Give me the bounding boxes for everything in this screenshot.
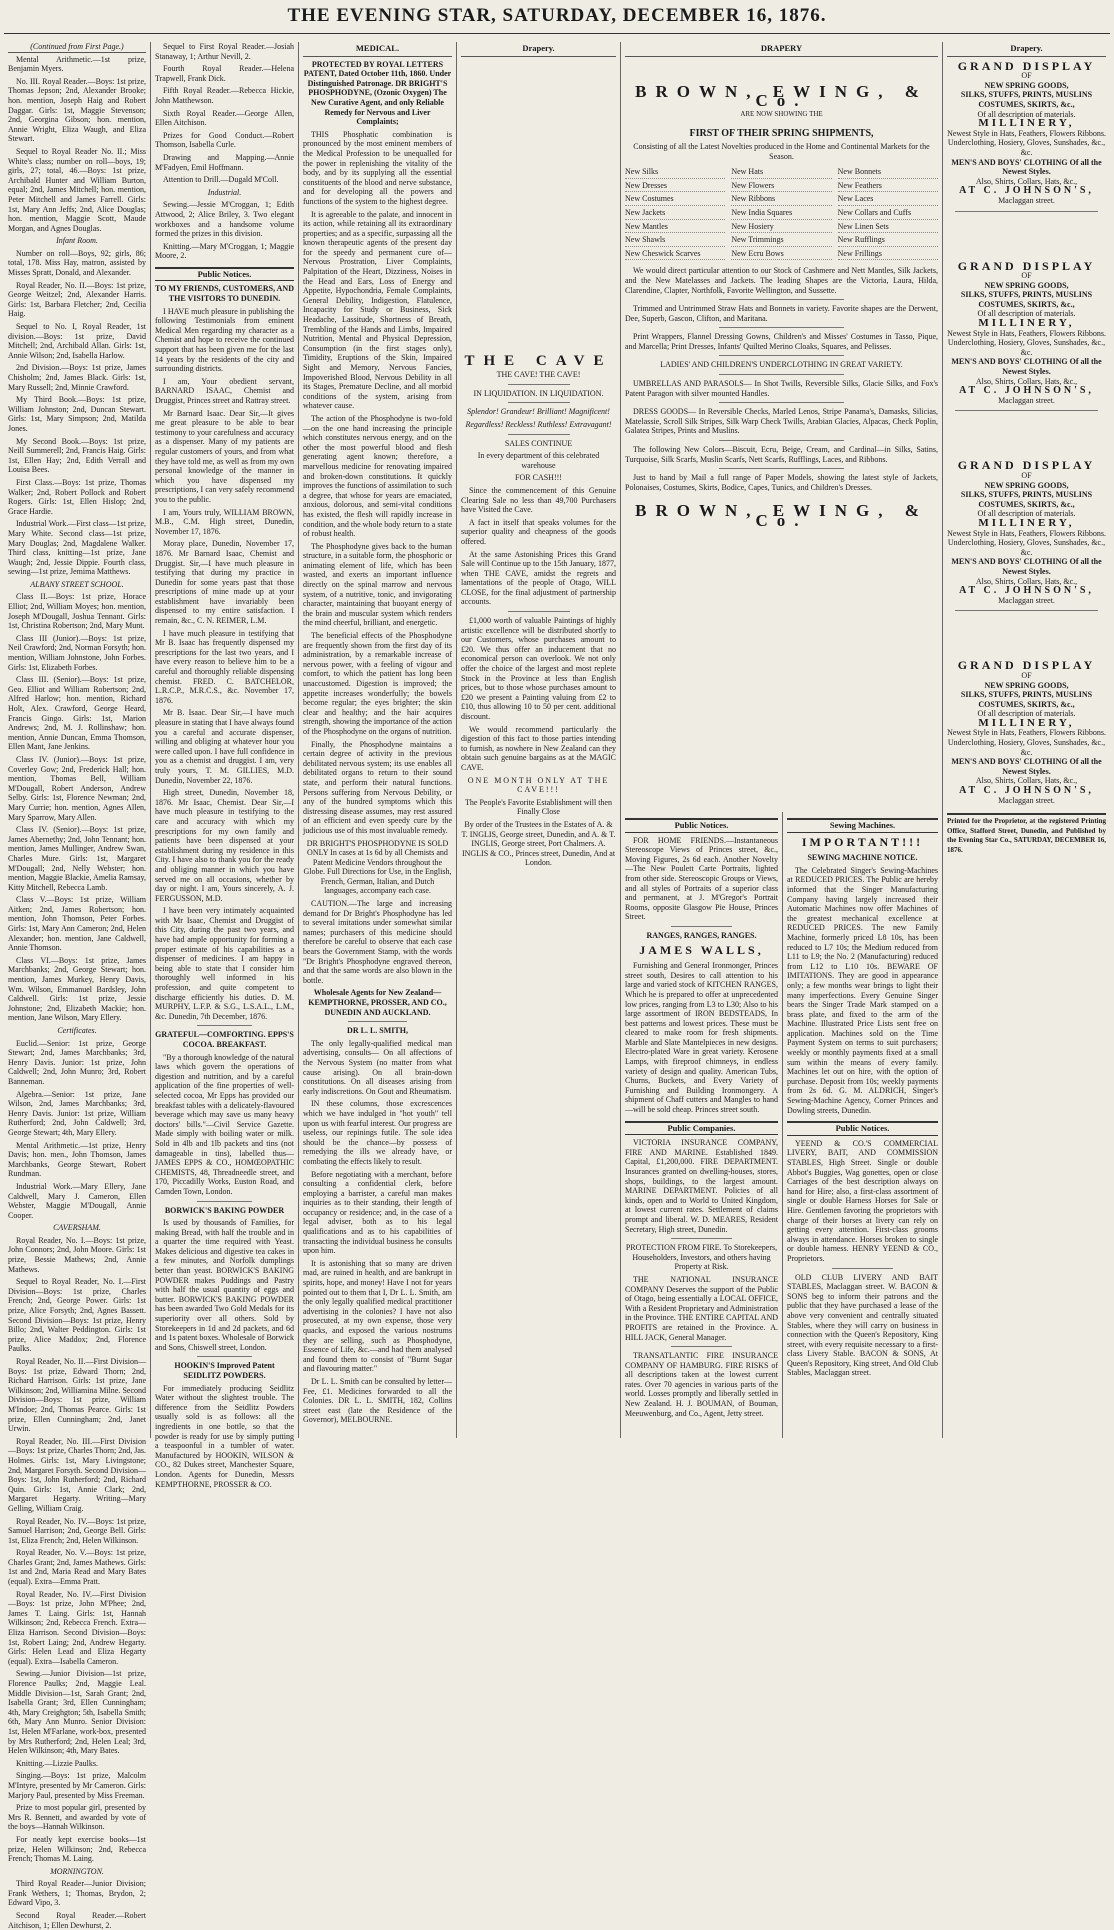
- list-item: New Laces: [838, 194, 938, 206]
- separator: [832, 1268, 892, 1269]
- paragraph: Knitting.—Lizzie Paulks.: [16, 1758, 98, 1768]
- list-item: New Bonnets: [838, 167, 938, 179]
- ad-of: OF: [1021, 471, 1032, 480]
- showing-line: ARE NOW SHOWING THE: [740, 109, 823, 118]
- separator: [508, 434, 570, 435]
- subhead: Industrial.: [207, 187, 242, 197]
- paragraph: DR BRIGHT'S PHOSPHODYNE IS SOLD ONLY In cases at 1s 6d by all Chemists and Patent Medicine Vendors throughout the Globe. Full Directions for Use, in the English, French, German, Italian, and Dutch languages, accompany each case.: [303, 838, 452, 896]
- paragraph: SEWING MACHINE NOTICE.: [807, 853, 918, 863]
- column-notices: [150, 42, 298, 1489]
- list-item: New Ribbons: [731, 194, 831, 206]
- brown-ewing-title: BROWN, EWING, & Co.: [635, 81, 928, 111]
- list-item: New Jackets: [625, 208, 725, 220]
- paragraph: Royal Reader, No. IV.—First Division—Boys: 1st prize, John M'Phee; 2nd, James T. Laing. Girls: 1st, Hannah Wilkinson; 2nd, Rebecca French. Extra—Eliza Harrison. Second Division—Boys: 1st, Robert Laing; 2nd, Andrew Hegarty. Girls: Helen Lead and Eliza Hegarty (equal). Extra—Isabella Cameron.: [8, 1589, 146, 1666]
- printer-imprint: Printed for the Proprietor, at the registered Printing Office, Stafford Street, Dunedin, and Published by the Evening Star Co., SATURDAY, DECEMBER 16, 1876.: [947, 813, 1106, 855]
- paragraph: THE NATIONAL INSURANCE COMPANY Deserves the support of the Public of Otago, being essentially a LOCAL OFFICE, With a Resident Proprietary and Administration in the Province. THE ENTIRE CAPITAL AND PROFITS are retained in the Province. A. HILL JACK, General Manager.: [625, 1274, 778, 1342]
- paragraph: Royal Reader, No. IV.—Boys: 1st prize, Samuel Harrison; 2nd, George Bell. Girls: 1st, Eliza French; 2nd, Helen Wilkinson.: [8, 1516, 146, 1545]
- ad-title: BORWICK'S BAKING POWDER: [164, 1205, 285, 1215]
- paragraph: Print Wrappers, Flannel Dressing Gowns, Children's and Misses' Costumes in Tasso, Pique, and Marcella; Print Dresses, Infants' Quilted Merino Cloaks, Squares, and Pelisses.: [625, 332, 938, 351]
- column-cave: [456, 42, 620, 1438]
- paragraph: Before negotiating with a merchant, before consulting a confidential clerk, before employing a barrister, a careful man makes inquiries as to their standing, their length of occupancy or residence; and, in the case of a legal adviser, both as to his legal qualifications and as to his capabilities of transacting the individual business he consults upon him.: [303, 1169, 452, 1256]
- paragraph: First Class.—Boys: 1st prize, Thomas Walker; 2nd, Robert Pollock and Robert Rogers. Girls: 1st, Ellen Hislop; 2nd, Grace Hardie.: [8, 477, 146, 516]
- paragraph: OLD CLUB LIVERY AND BAIT STABLES, Maclaggan street. W. BACON & SONS beg to inform their patrons and the public that they have purchased a lease of the above very convenient and centrally situated Stables, where they will carry on business in connection with the Queen's Repository, King street, with every requisite necessary to a first-class Livery Stable. BACON & SONS, At Queen's Repository, King street, And Old Club Stables, Maclaggan street.: [787, 1272, 938, 1378]
- paragraph: For immediately producing Seidlitz Water without the slightest trouble. The difference from the Seidlitz Powders usually sold is as follows: all the ingredients in one bottle, so that the powder is ready for use by simply putting a teaspoonful in a tumbler of water. Manufactured by HOOKIN, WILSON & CO., 82 Dukes street, Manchester Square, London. Agents for Dunedin, Messrs KEMPTHORNE, PROSSER & CO.: [155, 1383, 294, 1489]
- paragraph: My Second Book.—Boys: 1st prize, Neill Summerell; 2nd, Francis Haig. Girls: 1st, Ellen Hay; 2nd, Edith Verrall and Louisa Bees.: [8, 436, 146, 475]
- list-item: New Costumes: [625, 194, 725, 206]
- paragraph: Just to hand by Mail a full range of Paper Models, showing the latest style of Jackets, Polonaises, Costumes, Skirts, Bodice, Capes, Tunics, and Children's Dresses.: [625, 473, 938, 492]
- ad-line: Also, Shirts, Collars, Hats, &c.,: [975, 576, 1078, 586]
- paragraph: Class IV. (Senior).—Boys: 1st prize, James Abernethy; 2nd, John Tennant; hon. mention, James Mullinger, Andrew Swan, Charles Mure. Girls: 1st, Margaret M'Dougall; 2nd, Nelly Webster; hon. mention, Maggie Blackie, Amelia Ramsay, Kitty Mitchell, Rebecca Lamb.: [8, 825, 146, 892]
- separator: [671, 926, 732, 927]
- list-item: New Hats: [731, 167, 831, 179]
- paragraph: Class III (Junior).—Boys: 1st prize, Neil Crawford; 2nd, Norman Forsyth; hon. mention, William Johnstone, John Forbes. Girls: 1st, Elizabeth Forbes.: [8, 633, 146, 672]
- paragraph: I am, Your obedient servant, BARNARD ISAAC, Chemist and Druggist, Princes street and Rattray street.: [155, 376, 294, 405]
- paragraph: The action of the Phosphodyne is two-fold—on the one hand increasing the principle which constitutes nervous energy, and on the other the most powerful blood and flesh generating agent known; therefore, a marvellous medicine for renovating impaired and broken-down constitutions. It quickly improves the functions of assimilation to such a degree, that whose for years are emaciated, anxious, dolorous, and semi-vital conditions has existed, the flesh will rapidly increase in condition, and the whole body return to a state of robust health.: [303, 413, 452, 539]
- ad-line: Underclothing, Hosiery, Gloves, Sunshades, &c., &c.: [947, 138, 1106, 157]
- paragraph: Second Royal Reader.—Robert Aitchison, 1; Ellen Dewhurst, 2.: [8, 1911, 146, 1930]
- paragraph: Moray place, Dunedin, November 17, 1876. Mr Barnard Isaac, Chemist and Druggist. Sir,—I have much pleasure in testifying that during my practice in Dunedin for some years past that those prescriptions of mine made up at your establishment have invariably been dispensed to my entire satisfaction. I remain, &c., C. N. REIMER, L.M.: [155, 539, 294, 626]
- paragraph: FOR HOME FRIENDS.—Instantaneous Stereoscope Views of Princes street, &c., Moving Figures, 2s 6d each. Another Novelty—The New Poulett Carte Portraits, lighted from other side. Stereoscopic Groups or Views, and all styles of Portraits of a superior class and permanent, at J. M'Gregor's Portrait Rooms, opposite Glasgow Pie House, Princes Street.: [625, 835, 778, 922]
- paragraph: Attention to Drill.—Dugald M'Coll.: [163, 175, 279, 185]
- ad-line: Underclothing, Hosiery, Gloves, Sunshades, &c., &c.: [947, 338, 1106, 357]
- ad-line: MILLINERY,: [978, 716, 1075, 729]
- paragraph: We would recommend particularly the digestion of this fact to those parties intending to furnish, as nowhere in New Zealand can they obtain such genuine bargains as at the MAGIC CAVE.: [461, 724, 616, 772]
- paragraph: Industrial Work.—Mary Ellery, Jane Caldwell, Mary J. Cameron, Ellen Webster, Maggie M'Dougall, Annie Cooper.: [8, 1181, 146, 1220]
- paragraph: The only legally-qualified medical man advertising, consults— On all affections of the Nervous System (no matter from what cause arising). On all brain-down constitutions. On all diseases arising from early indiscretions. On Gout and Rheumatism.: [303, 1038, 452, 1096]
- list-item: New Rufflings: [838, 235, 938, 247]
- ad-line: Underclothing, Hosiery, Gloves, Sunshades, &c., &c.: [947, 538, 1106, 557]
- paragraph: I am, Yours truly, WILLIAM BROWN, M.B., C.M. High street, Dunedin, November 17, 1876.: [155, 507, 294, 536]
- paragraph: VICTORIA INSURANCE COMPANY, FIRE AND MARINE. Established 1849. Capital, £1,200,000. FIRE DEPARTMENT. Insurances granted on dwelling-houses, stores, shops, buildings, to the largest amount. MARINE DEPARTMENT. Policies of all kinds, open and to World to United Kingdom, at lowest current rates. Settlement of claims prompt and liberal. W. D. MEARES, Resident Secretary, High street, Dunedin.: [625, 1138, 778, 1234]
- ad-line: Maclaggan street.: [998, 795, 1055, 805]
- paragraph: Sequel to Royal Reader, No. I.—First Division—Boys: 1st prize, Charles French; 2nd, George Power. Girls: 1st prize, Alice Forsyth; 2nd, Agnes Bassett. Second Division—Boys: 1st prize, Henry Billo; 2nd, Walter Peddington. Girls: 1st prize, Alice Maddox; 2nd, Florence Paulks.: [8, 1277, 146, 1354]
- ad-title: GRAND DISPLAY: [957, 658, 1096, 673]
- separator: [719, 440, 844, 441]
- paragraph: A fact in itself that speaks volumes for the superior quality and cheapness of the goods offered.: [461, 517, 616, 546]
- list-item: New Ecru Bows: [731, 249, 831, 261]
- list-item: New Shawls: [625, 235, 725, 247]
- paragraph: LADIES' AND CHILDREN'S UNDERCLOTHING IN GREAT VARIETY.: [660, 360, 903, 370]
- ad-line: Also, Shirts, Collars, Hats, &c.,: [975, 176, 1078, 186]
- separator: [508, 402, 570, 403]
- cave-liquidation: IN LIQUIDATION. IN LIQUIDATION.: [473, 388, 604, 398]
- list-item: New Trimmings: [731, 235, 831, 247]
- paragraph: Singing.—Boys: 1st prize, Malcolm M'Intyre, presented by Mr Cameron. Girls: Marjory Paul, presented by Miss Freeman.: [8, 1771, 146, 1800]
- paragraph: The Phosphodyne gives back to the human structure, in a suitable form, the phosphoric or animating element of life, which has been wasted, and exerts an important influence directly on the spinal marrow and nervous system, of a nutritive, tonic, and invigorating character, maintaining that buoyant energy of the brain and muscular system which renders the mind cheerful, brilliant, and energetic.: [303, 541, 452, 628]
- grand-display-ad: [947, 258, 1106, 406]
- section-head: MEDICAL.: [303, 44, 452, 57]
- paragraph: Furnishing and General Ironmonger, Princes street south, Desires to call attention to his large and varied stock of KITCHEN RANGES, Which he is prepared to offer at unprecedented low prices, ranging from L3 to L30; Also to his large assortment of IRON BEDSTEADS, In best patterns and lowest prices. These must be cleared to make room for fresh shipments. Marble and Slate Mantelpieces in new designs. Electro-plated Ware in great variety. Kerosene Lamps, with fireproof chimneys, in endless variety of design and quality. American Tubs, Churns, Buckets, and Every Variety of Furnishing and Building Ironmongery. A shipment of Chaff cutters and Mangles to hand—will be sold cheap. Princes street south.: [625, 961, 778, 1115]
- ad-title: GRAND DISPLAY: [957, 458, 1096, 473]
- ad-line: MILLINERY,: [978, 317, 1075, 330]
- paragraph: £1,000 worth of valuable Paintings of highly artistic excellence will be distributed shortly to our Customers, whose purchases amount to £20. We thus offer an inducement that no economical person can overlook. We not only offer the choice of the largest and most replete Stock in the Province at less than English prices, but to those whose purchases amount to £20 we present a Painting valuing from £2 to £10, thus allowing 10 to 50 per cent. additional discount.: [461, 616, 616, 721]
- paragraph: Sixth Royal Reader.—George Allen, Ellen Aitchison.: [155, 108, 294, 128]
- list-item: New Collars and Cuffs: [838, 208, 938, 220]
- paragraph: We would direct particular attention to our Stock of Cashmere and Nett Mantles, Silk Jackets, and the New Matelasses and Jackets. The leading Shapes are the Victoria, Laura, Hilda, Clarendine, Clapter, Northfolk, Favorite Wellington, and Sussette.: [625, 266, 938, 295]
- paragraph: Finally, the Phosphodyne maintains a certain degree of activity in the previous debilitated nervous system; its use enables all debilitated organs to return to their sound state, and perform their natural functions. Persons suffering from Nervous Debility, or any of the hundred symptoms which this distressing disease assumes, may rest assured of an efficient and even speedy cure by the judicious use of this most invaluable remedy.: [303, 739, 452, 835]
- list-item: New Mantles: [625, 222, 725, 234]
- paragraph: Fifth Royal Reader.—Rebecca Hickie, John Matthewson.: [155, 86, 294, 105]
- ad-line: AT C. JOHNSON'S,: [959, 585, 1094, 597]
- list-item: New India Squares: [731, 208, 831, 220]
- ad-line: NEW SPRING GOODS,: [984, 480, 1069, 490]
- separator: [348, 1021, 408, 1022]
- separator: [508, 384, 570, 385]
- paragraph: No. III. Royal Reader.—Boys: 1st prize, Thomas Jepson; 2nd, Alexander Brooke; hon. mention, Joseph Haig and Robert Daggar. Girls: 1st, Maggie Stevenson; 2nd, Georgina Gibson; hon. mention, Annie Wright, Eliza Waugh, and Eliza Stewart.: [8, 76, 146, 144]
- section-head: Drapery.: [947, 44, 1106, 57]
- paragraph: CAUTION.—The large and increasing demand for Dr Bright's Phosphodyne has led to several imitations under somewhat similar names; purchasers of this medicine should therefore be careful to observe that each case bears the Government Stamp, with the words "Dr Bright's Phosphodyne engraved thereon, and that the same words are also blown in the bottle.: [303, 899, 452, 985]
- list-item: New Linen Sets: [838, 222, 938, 234]
- separator: [719, 374, 844, 375]
- paragraph: RANGES, RANGES, RANGES.: [646, 930, 757, 940]
- ad-title: GRAND DISPLAY: [957, 58, 1096, 73]
- column-grand-display: [942, 42, 1110, 1438]
- new-goods-list: [625, 167, 938, 260]
- ad-line: Also, Shirts, Collars, Hats, &c.,: [975, 776, 1078, 786]
- paragraph: Royal Reader, No. V.—Boys: 1st prize, Charles Grant; 2nd, James Mathews. Girls: 1st and 2nd, Maria Read and Mary Bates (equal). Extra—Emma Pratt.: [8, 1548, 146, 1587]
- paragraph: "By a thorough knowledge of the natural laws which govern the operations of digestion and nutrition, and by a careful application of the fine properties of well-selected cocoa, Mr Epps has provided our breakfast tables with a delicately-flavoured beverage which may save us many heavy doctors' bills."—Civil Service Gazette. Made simply with boiling water or milk. Sold in 4lb and 1lb packets and tins (not damageable in tins), labelled thus— JAMES EPPS & CO., HOMŒOPATHIC CHEMISTS, 48, Threadneedle street, and 170, Piccadilly Works, Euston Road, and Camden Town, London.: [155, 1052, 294, 1196]
- paragraph: Class VI.—Boys: 1st prize, James Marchbanks; 2nd, George Stewart; hon. mention, James Murkey, Henry Davis, Wm. Wilson, Emmanuel Bardsley, John Caldwell. Girls: 1st prize, Jessie Johnstone; 2nd, Elizabeth Mackie; hon. mention, Jane Wilson, Mary Ellery.: [8, 955, 146, 1023]
- important-box: [787, 834, 938, 849]
- paragraph: Royal Reader, No. I.—Boys: 1st prize, John Connors; 2nd, John Moore. Girls: 1st prize, Bessie Mathews; 2nd, Annie Mathews.: [8, 1235, 146, 1274]
- paragraph: It is agreeable to the palate, and innocent in its action, while retaining all its extraordinary properties; and as a specific, surpassing all the known therapeutic agents of the present day for the speedy and permanent cure of—Nervous Prostration, Liver Complaints, Palpitation of the Heart, Dizziness, Noises in the Head and Ears, Loss of Energy and Appetite, Hypochondria, Female Complaints, General Debility, Indigestion, Flatulence, Incapacity for Study or Business, Sick Headache, Lassitude, Shortness of Breath, Trembling of the Hands and Limbs, Impaired Nutrition, Mental and Physical Depression, Consumption (in the first stages only), Timidity, Eruptions of the Skin, Impaired Sight and Memory, Nervous Fancies, Impoverished Blood, Nervous Debility in all its Stages, Premature Decline, and all morbid conditions of the system, arising from whatever cause.: [303, 209, 452, 411]
- ad-line: Newest Style in Hats, Feathers, Flowers Ribbons.: [947, 528, 1106, 538]
- paragraph: Sequel to No. I, Royal Reader, 1st division.—Boys: 1st prize, David Mitchell; 2nd, Archibald Allan. Girls: 1st, Annie Wilson; 2nd, Isabella Harlow.: [8, 322, 146, 360]
- ad-line: SILKS, STUFFS, PRINTS, MUSLINS COSTUMES, SKIRTS, &c.,: [960, 290, 1093, 309]
- separator: [719, 355, 844, 356]
- first-shipments: FIRST OF THEIR SPRING SHIPMENTS,: [689, 128, 874, 140]
- ad-line: Newest Style in Hats, Feathers, Flowers Ribbons.: [947, 328, 1106, 338]
- paragraph: Euclid.—Senior: 1st prize, George Stewart; 2nd, James Marchbanks; 3rd, Henry Davis. Junior: 1st prize, John Caldwell; 2nd, John Munro; 3rd, Robert Banneman.: [8, 1038, 146, 1086]
- column-medical: [298, 42, 456, 1438]
- paragraph: For neatly kept exercise books—1st prize, Helen Wilkinson; 2nd, Rebecca French; Thomas M. Laing.: [8, 1834, 146, 1864]
- paragraph: Dr L. L. Smith can be consulted by letter—Fee, £1. Medicines forwarded to all the Colonies. DR L. L. SMITH, 182, Collins street east (late the Residence of the Governor), MELBOURNE.: [303, 1376, 452, 1425]
- paragraph: YEEND & CO.'S COMMERCIAL LIVERY, BAIT, AND COMMISSION STABLES, High Street. Single or double Abbot's Buggies, Wag gonettes, open or close Carriages of the best description always on hand for Hire; also, a first-class assortment of single or double Harness Horses for Sale or Hire. Gentlemen favoring the proprietors with charge of their horses at livery can rely on getting every attention. First-class grooms always in attendance. Horses broken to single or double harness. HENRY YEEND & CO., Proprietors.: [787, 1138, 938, 1263]
- ad-line: AT C. JOHNSON'S,: [959, 185, 1094, 197]
- paragraph: Number on roll—Boys, 92; girls, 86; total, 178. Miss Hay, matron, assisted by Misses Spratt, Donald, and Alexander.: [8, 248, 146, 278]
- paragraph: DRESS GOODS— In Reversible Checks, Marled Lenos, Stripe Panama's, Damasks, Silicias, Matelassie, Scroll Silk Stripes, Silk Warp Check Twills, Arabian Glacies, Alpacas, Check Poplin, Galatea Stripes, Prints and Muslins.: [625, 407, 938, 436]
- ad-title: GRAND DISPLAY: [957, 258, 1096, 273]
- paragraph: PROTECTION FROM FIRE. To Storekeepers, Householders, Investors, and others having Property at Risk.: [625, 1243, 778, 1272]
- notice-title: TO MY FRIENDS, CUSTOMERS, AND THE VISITORS TO DUNEDIN.: [155, 284, 294, 304]
- paragraph: Algebra.—Senior: 1st prize, Jane Wilson, 2nd, James Marchbanks; 3rd, Henry Davis. Junior: 1st prize, William Rutherford; 2nd, John Caldwell; 3rd, George Stewart; 4th, Mary Ellery.: [8, 1089, 146, 1137]
- grand-display-ad: [947, 58, 1106, 206]
- ad-of: OF: [1021, 71, 1032, 81]
- cave-regardless: Regardless! Reckless! Ruthless! Extravagant!: [465, 419, 612, 429]
- paragraph: By order of the Trustees in the Estates of A. & T. INGLIS, George street, Dunedin, and A. & T. INGLIS, George street, Port Chalmers. A. INGLIS & CO., Princes street, Dunedin, And at London.: [461, 819, 616, 868]
- paragraph: Since the commencement of this Genuine Clearing Sale no less than 49,700 Purchasers have Visited the Cave.: [461, 485, 616, 515]
- separator: [197, 1356, 253, 1357]
- paragraph: Mental Arithmetic.—1st prize, Benjamin Myers.: [8, 54, 146, 74]
- section-head: Public Notices.: [787, 1121, 938, 1136]
- ad-title: HOOKIN'S Improved Patent SEIDLITZ POWDERS.: [174, 1361, 275, 1380]
- cave-title: THE CAVE: [464, 352, 613, 369]
- paragraph: In every department of this celebrated warehouse: [477, 451, 600, 470]
- cave-exclaim: THE CAVE! THE CAVE!: [496, 370, 581, 380]
- list-item: New Feathers: [838, 181, 938, 193]
- paragraph: Knitting.—Mary M'Croggan, 1; Maggie Moore, 2.: [155, 241, 294, 261]
- paragraph: Trimmed and Untrimmed Straw Hats and Bonnets in variety. Favorite shapes are the Derwent, Dee, Superb, Gascon, Clifton, and Maritana.: [625, 304, 938, 323]
- grand-display-ad: [947, 458, 1106, 605]
- column-sewing-machines: [782, 812, 942, 1438]
- section-head: Public Notices.: [155, 267, 294, 282]
- ad-line: Newest Style in Hats, Feathers, Flowers Ribbons.: [947, 728, 1106, 738]
- ad-intro: PROTECTED BY ROYAL LETTERS PATENT, Dated October 11th, 1860. Under Distinguished Patronage. DR BRIGHT'S PHOSPHODYNE, (Ozonic Oxygen) The New Curative Agent, and only Reliable Remedy for Nervous and Liver Complaints;: [303, 59, 452, 127]
- ad-line: Underclothing, Hosiery, Gloves, Sunshades, &c., &c.: [947, 738, 1106, 757]
- paragraph: UMBRELLAS AND PARASOLS— In Shot Twills, Reversible Silks, Glacie Silks, and Fox's Patent Paragon with silver mounted Handles.: [625, 379, 938, 398]
- list-item: New Hosiery: [731, 222, 831, 234]
- paragraph: Sequel to First Royal Reader.—Josiah Stanaway, 1; Arthur Nevill, 2.: [155, 42, 294, 61]
- walls-title-box: [625, 942, 778, 957]
- continued-note: (Continued from First Page.): [8, 42, 146, 53]
- ad-of: OF: [1021, 271, 1032, 281]
- section-head: Drapery.: [461, 44, 616, 57]
- brown-ewing-footer: BROWN, EWING, & Co.: [635, 501, 928, 530]
- separator: [719, 327, 844, 328]
- paragraph: Industrial Work.—First class—1st prize, Mary White. Second class—1st prize, Mary Douglas; 2nd, Magdalene Walker. Third class, knitting—1st prize, Jane Waugh; 2nd, Jessie Dippie. Fourth class, sewing—1st prize, Jemima Matthews.: [8, 519, 146, 577]
- paragraph: The beneficial effects of the Phosphodyne are frequently shown from the first day of its administration, by a remarkable increase of nervous power, with a feeling of vigour and comfort, to which the patient has long been unaccustomed. Digestion is improved; the appetite increases wonderfully; the bowels become regular; the eyes brighter; the skin clear and healthy; and the hair acquires strength, showing the importance of the action of the Phosphodyne on the organs of nutrition.: [303, 631, 452, 736]
- section-head: Public Notices.: [625, 818, 778, 833]
- separator: [955, 410, 1098, 411]
- cave-splendor: Splendor! Grandeur! Brilliant! Magnificent!: [467, 407, 610, 417]
- cave-sales: SALES CONTINUE: [504, 438, 573, 448]
- ad-line: SILKS, STUFFS, PRINTS, MUSLINS COSTUMES, SKIRTS, &c.,: [960, 490, 1093, 509]
- paragraph: IN these columns, those excrescences which we have indulged in "hot youth" tell upon us with fearful interest. Our progress are useless, our repinings futile. The sole idea should be the chance—by possess of remedying the ills we already have, or combating the effects likely to result.: [303, 1099, 452, 1166]
- paragraph: Drawing and Mapping.—Annie M'Fadyen, Emil Hoffmann.: [155, 152, 294, 172]
- section-head: DRAPERY: [625, 44, 938, 57]
- ad-title: IMPORTANT!!!: [801, 834, 924, 849]
- paragraph: High street, Dunedin, November 18, 1876. Mr Isaac, Chemist. Dear Sir,—I have much pleasure in testifying to the care and accuracy with which my prescriptions for my own family and patients have been dispensed at your establishment during my residence in this City. I have also to thank you for the ready and obliging manner in which you have served me on all occasions, whether by day or night. I am, Yours sincerely, A. J. FERGUSSON, M.D.: [155, 788, 294, 903]
- paragraph: Class III. (Senior).—Boys: 1st prize, Geo. Elliot and William Robertson; 2nd, Alfred Harlow; hon. mention, Richard Holt, Alex. Crawford, George Heard, Francis Gingo. Girls: 1st, Marion Andrews; 2nd, M. J. Rollinshaw; hon. mention, Annie Duncan, Emma Thomson, Ellen Mant, Jane Jenkins.: [8, 675, 146, 752]
- paragraph: Mr B. Isaac. Dear Sir,—I have much pleasure in stating that I have always found you a careful and accurate dispenser, willing and obliging at whatever hour you were called upon. I have full confidence in you as a chemist and druggist. I am, very truly yours, T. M. GILLIES, M.D. Dunedin, November 22, 1876.: [155, 708, 294, 785]
- ad-line: MILLINERY,: [978, 516, 1075, 529]
- list-item: New Silks: [625, 167, 725, 179]
- ad-line: NEW SPRING GOODS,: [984, 680, 1069, 690]
- paragraph: Mental Arithmetic.—1st prize, Henry Davis; hon. men., John Thomson, James Marchbanks, George Stewart, Robert Rundman.: [8, 1140, 146, 1179]
- ad-title: GRATEFUL—COMFORTING. EPPS'S COCOA. BREAKFAST.: [155, 1030, 294, 1049]
- ad-title: JAMES WALLS,: [639, 942, 764, 957]
- ad-line: SILKS, STUFFS, PRINTS, MUSLINS COSTUMES, SKIRTS, &c.,: [960, 690, 1093, 709]
- ad-line: MEN'S AND BOYS' CLOTHING Of all the Newest Styles.: [951, 157, 1102, 177]
- paragraph: Is used by thousands of Families, for making Bread, with half the trouble and in a quarter the time required with Yeast. Makes delicious and digestive tea cakes in a few minutes, and Norfolk dumplings better than yeast. BORWICK'S BAKING POWDER makes Puddings and Pastry with half the usual quantity of eggs and butter. BORWICK'S BAKING POWDER has been awarded Two Gold Medals for its superiority over all others. Sold by Storekeepers in 1d and 2d packets, and 6d and 1s patent boxes. Wholesale of Borwick and Sons, Chiswell street, London.: [155, 1218, 294, 1352]
- ad-line: Newest Style in Hats, Feathers, Flowers Ribbons.: [947, 128, 1106, 138]
- subhead: CAVERSHAM.: [53, 1223, 101, 1233]
- section-head: Sewing Machines.: [787, 818, 938, 833]
- paragraph: Sewing.—Junior Division—1st prize, Florence Paulks; 2nd, Maggie Leal. Middle Division—1st, Sarah Grant; 2nd, Isabella Grant; 3rd, Ellen Cunningham; 4th, Mary Creighgton; 5th, Isabella Smith; 6th, Mary Ann Munro. Senior Division: 1st, Helen M'Farlane, work-box, presented by Mrs Rutherford; 2nd, Helen Leal; 3rd, Helen Wilkinson; 4th, Mary Bates.: [8, 1669, 146, 1756]
- paragraph: Class II.—Boys: 1st prize, Horace Elliot; 2nd, William Moyes; hon. mention, Joseph M'Dougall, Joshua Tennant. Girls: 1st, Christina Robertson; 2nd, Mary Munt.: [8, 592, 146, 631]
- list-item: New Frillings: [838, 249, 938, 261]
- ad-line: Maclaggan street.: [998, 195, 1055, 205]
- paragraph: THIS Phosphatic combination is pronounced by the most eminent members of the Medical Profession to be unequalled for the power in replenishing the vitality of the body, and by its supplying all the essential constituents of the blood and nerve substance, and for developing all the powers and functions of the system to the highest degree.: [303, 129, 452, 206]
- ad-line: AT C. JOHNSON'S,: [959, 785, 1094, 797]
- paragraph: Sequel to Royal Reader No. II.; Miss White's class; number on roll—boys, 19; girls, 27; total, 46.—Boys: 1st prize, Archibald Hunter and William Burton, equal; 2nd, James Mitchell; hon. mention, Peter Mitchell and James Farrell. Girls: 1st, Mary Ann Jeffs; 2nd, Alice Douglas; hon. mention, Maggie Scott, Maude Morgan, and Agnes Douglas.: [8, 146, 146, 233]
- ad-line: Of all description of materials.: [977, 709, 1076, 719]
- column-school-prizes: [4, 42, 150, 1930]
- paragraph: Class IV. (Junior).—Boys: 1st prize, Coverley Gow; 2nd, Frederick Hall; hon. mention, Thomas Bell, William M'Dougall, Robert Anderson, Andrew Selby. Girls: 1st, Florence Newman; 2nd, Mary Currie; hon. mention, Agnes Allen, Mary Sparrow, Mary Allen.: [8, 754, 146, 822]
- paragraph: ONE MONTH ONLY AT THE CAVE!!!: [467, 775, 610, 795]
- masthead: THE EVENING STAR, SATURDAY, DECEMBER 16, 1876.: [287, 5, 827, 26]
- ad-line: NEW SPRING GOODS,: [984, 280, 1069, 290]
- consisting-line: Consisting of all the Latest Novelties produced in the Home and Continental Markets for the Season.: [633, 141, 930, 161]
- paragraph: Sewing.—Jessie M'Croggan, 1; Edith Attwood, 2; Alice Briley, 3. Two elegant workboxes and a handsome volume formed the prizes in this division.: [155, 200, 294, 239]
- paragraph: I have been very intimately acquainted with Mr Isaac, Chemist and Druggist of this City, during the past two years, and have had ample opportunity for forming a proper estimate of his capabilities as a dispenser of medicines. I am happy in being able to state that I consider him thoroughly well informed in his profession, and quite competent to discharge efficiently his duties. D. M. MURPHY, L.F.P. & S.G., L.S.A.L., L.M., &c. Dunedin, 7th December, 1876.: [155, 906, 294, 1021]
- paragraph: My Third Book.—Boys: 1st prize, William Johnston; 2nd, Duncan Stewart. Girls: 1st, Mary Simpson; 2nd, Matilda Jones.: [8, 395, 146, 433]
- section-head: Public Companies.: [625, 1121, 778, 1136]
- ad-line: AT C. JOHNSON'S,: [959, 385, 1094, 397]
- ad-line: MILLINERY,: [978, 117, 1075, 130]
- paragraph: It is astonishing that so many are driven mad, are ruined in health, and are bankrupt in spirits, hope, and money! Have I not for years pointed out to them that I, Dr L. L. Smith, am the only legally qualified medical practitioner advertising in the colonies? I have not also prosecuted, at my own expense, those very quacks, and exposed the various nostrums they are selling, such as Phosphodyne, Essence of Life, &c.—and had them analysed and found them to consist of "Burnt Sugar and flavouring matter.": [303, 1258, 452, 1374]
- ad-line: MEN'S AND BOYS' CLOTHING Of all the Newest Styles.: [951, 757, 1102, 776]
- paragraph: Fourth Royal Reader.—Helena Trapwell, Frank Dick.: [155, 64, 294, 83]
- separator: [197, 1025, 253, 1026]
- ad-line: Also, Shirts, Collars, Hats, &c.,: [975, 376, 1078, 386]
- paragraph: Class V.—Boys: 1st prize, William Aitken; 2nd, James Robertson; hon. mention, John Thomson, Peter Forbes. Girls: 1st, Mary Ann Cameron; 2nd, Helen Alexander; hon. mention, Jane Caldwell, Annie Thomson.: [8, 895, 146, 953]
- masthead-rule: [4, 33, 1110, 34]
- subhead: Infant Room.: [56, 236, 98, 246]
- ad-line: Of all description of materials.: [977, 309, 1076, 319]
- separator: [955, 211, 1098, 212]
- paragraph: The Celebrated Singer's Sewing-Machines at REDUCED PRICES. The Public are hereby informed that the Singer Manufacturing Company having largely increased their Automatic Machines now offer Machines of the greatest mechanical excellence at REDUCED PRICES. The new Family Machine, formerly priced L8 10s, has been reduced to L7 10s; the Medium reduced from L11 to L9; the No. 2 (Manufacturing) reduced from L12 to L10 10s. BEWARE OF IMITATIONS. They are good in appearance only; a few months wear brings to light their many imperfections. Every Genuine Singer bears the Singer Trade Mark stamped on a brass plate, and fixed to the arm of the Machine. Illustrated Price Lists sent free on application. Machines sold on the Time Payment System on terms to suit purchasers; weekly or monthly payments fixed at a small sum within the means of every family. Machines let out on hire, with the option of purchase. Deposit from 10s; weekly payments from 2s 6d. G. M. ALDRICH, Singer's Sewing-Machine Agency, Corner Princes and Dowling streets, Dunedin.: [787, 865, 938, 1115]
- paragraph: I HAVE much pleasure in publishing the following Testimonials from eminent Medical Men regarding my character as a Chemist and hope to receive the continued support that has been given me for the last 14 years by the residents of the city and surrounding districts.: [155, 306, 294, 374]
- separator: [671, 1346, 732, 1347]
- paragraph: The following New Colors—Biscuit, Ecru, Beige, Cream, and Cardinal—in Silks, Satins, Turquoise, Silk Scarfs, Muslin Scarfs, Nett Scarfs, Rufflings, Laces, and Ribbons.: [625, 445, 938, 464]
- separator: [955, 610, 1098, 611]
- paragraph: The People's Favorite Establishment will then Finally Close: [465, 797, 612, 817]
- paragraph: Prizes for Good Conduct.—Robert Thomson, Isabella Curle.: [155, 130, 294, 150]
- paragraph: Mr Barnard Isaac. Dear Sir,—It gives me great pleasure to be able to bear testimony to your carefulness and accuracy as a dispenser. Many of my patients are regular customers of yours, and from what they have told me, as well as from my own personal knowledge of the manner in which you have dispensed my prescriptions, I can very safely recommend you to the public.: [155, 408, 294, 504]
- ad-line: Of all description of materials.: [977, 109, 1076, 119]
- paragraph: I have much pleasure in testifying that Mr B. Isaac has frequently dispensed my prescriptions for the last two years, and I have every reason to believe him to be a careful and thoroughly reliable dispensing chemist. FRED. C. BATCHELOR, L.R.C.P., M.R.C.S., &c. November 17, 1876.: [155, 628, 294, 705]
- paragraph: Prize to most popular girl, presented by Mrs R. Bennett, and awarded by vote of the boys—Hannah Wilkinson.: [8, 1803, 146, 1832]
- column-public-notices: [620, 812, 782, 1438]
- list-item: New Dresses: [625, 181, 725, 193]
- separator: [719, 299, 844, 300]
- ad-line: Of all description of materials.: [977, 509, 1076, 519]
- ad-line: NEW SPRING GOODS,: [984, 80, 1069, 90]
- column-brown-ewing: [620, 42, 942, 812]
- ad-title: DR L. L. SMITH,: [347, 1026, 408, 1036]
- ad-line: Maclaggan street.: [998, 395, 1055, 405]
- subhead: Certificates.: [57, 1026, 97, 1035]
- ad-line: Maclaggan street.: [998, 595, 1055, 605]
- list-item: New Cheswick Scarves: [625, 249, 725, 261]
- grand-display-ad: [947, 658, 1106, 805]
- subhead: MORNINGTON.: [50, 1866, 104, 1876]
- ad-line: MEN'S AND BOYS' CLOTHING Of all the Newest Styles.: [951, 357, 1102, 377]
- paragraph: Wholesale Agents for New Zealand— KEMPTHORNE, PROSSER, AND CO., DUNEDIN AND AUCKLAND.: [308, 988, 447, 1017]
- paragraph: Royal Reader, No. II.—First Division—Boys: 1st prize, Edward Thorn; 2nd, Richard Harrison. Girls: 1st prize, Jane Wilkinson; 2nd, Williamina Milne. Second Division—Boys: 1st prize, William M'Indoe; 2nd, Thomas Pearce. Girls: 1st prize, Ellen Cunningham; 2nd, Janet Urwin.: [8, 1357, 146, 1434]
- separator: [719, 402, 844, 403]
- paragraph: FOR CASH!!!: [515, 473, 562, 483]
- paragraph: At the same Astonishing Prices this Grand Sale will Continue up to the 15th January, 1877, when THE CAVE, amidst the regrets and lamentations of the people of Otago, WILL CLOSE, for the final adjustment of partnership accounts.: [461, 549, 616, 607]
- paragraph: Royal Reader, No. III.—First Division—Boys: 1st prize, Charles Thorn; 2nd, Jas. Holmes. Girls: 1st, Mary Livingstone; 2nd, Margaret Forsyth. Second Division—Boys: 1st, John Rutherford; 2nd, Richard Quin. Girls: 1st, Annie Clark; 2nd, Margaret Hegarty. Writing—Mary Gelling, William Craig.: [8, 1436, 146, 1513]
- subhead: ALBANY STREET SCHOOL.: [30, 579, 124, 589]
- separator: [508, 611, 570, 612]
- paragraph: TRANSATLANTIC FIRE INSURANCE COMPANY OF HAMBURG. FIRE RISKS of all descriptions taken at the lowest current rates. Over 70 agencies in various parts of the world. Losses promptly and liberally settled in New Zealand. H. J. BOUMAN, of Bouman, Meeuwenburg, and Co., Agent, Jetty street.: [625, 1351, 778, 1418]
- ad-of: OF: [1021, 670, 1032, 680]
- separator: [671, 1238, 732, 1239]
- list-item: New Flowers: [731, 181, 831, 193]
- ad-line: MEN'S AND BOYS' CLOTHING Of all the Newest Styles.: [951, 557, 1102, 576]
- paragraph: 2nd Division.—Boys: 1st prize, James Chisholm; 2nd, James Black. Girls: 1st, Mary Russell; 2nd, Minnie Crawford.: [8, 363, 146, 392]
- paragraph: Third Royal Reader—Junior Division; Frank Wethers, 1; Thomas, Brydon, 2; Edward Vipo, 3.: [8, 1879, 146, 1908]
- paragraph: Royal Reader, No. II.—Boys: 1st prize, George Weitzel; 2nd, Alexander Harris. Girls: 1st, Barbara Fletcher; 2nd, Cecilia Haig.: [8, 280, 146, 319]
- separator: [719, 468, 844, 469]
- separator: [197, 1201, 253, 1202]
- ad-line: SILKS, STUFFS, PRINTS, MUSLINS COSTUMES, SKIRTS, &c.,: [960, 90, 1093, 109]
